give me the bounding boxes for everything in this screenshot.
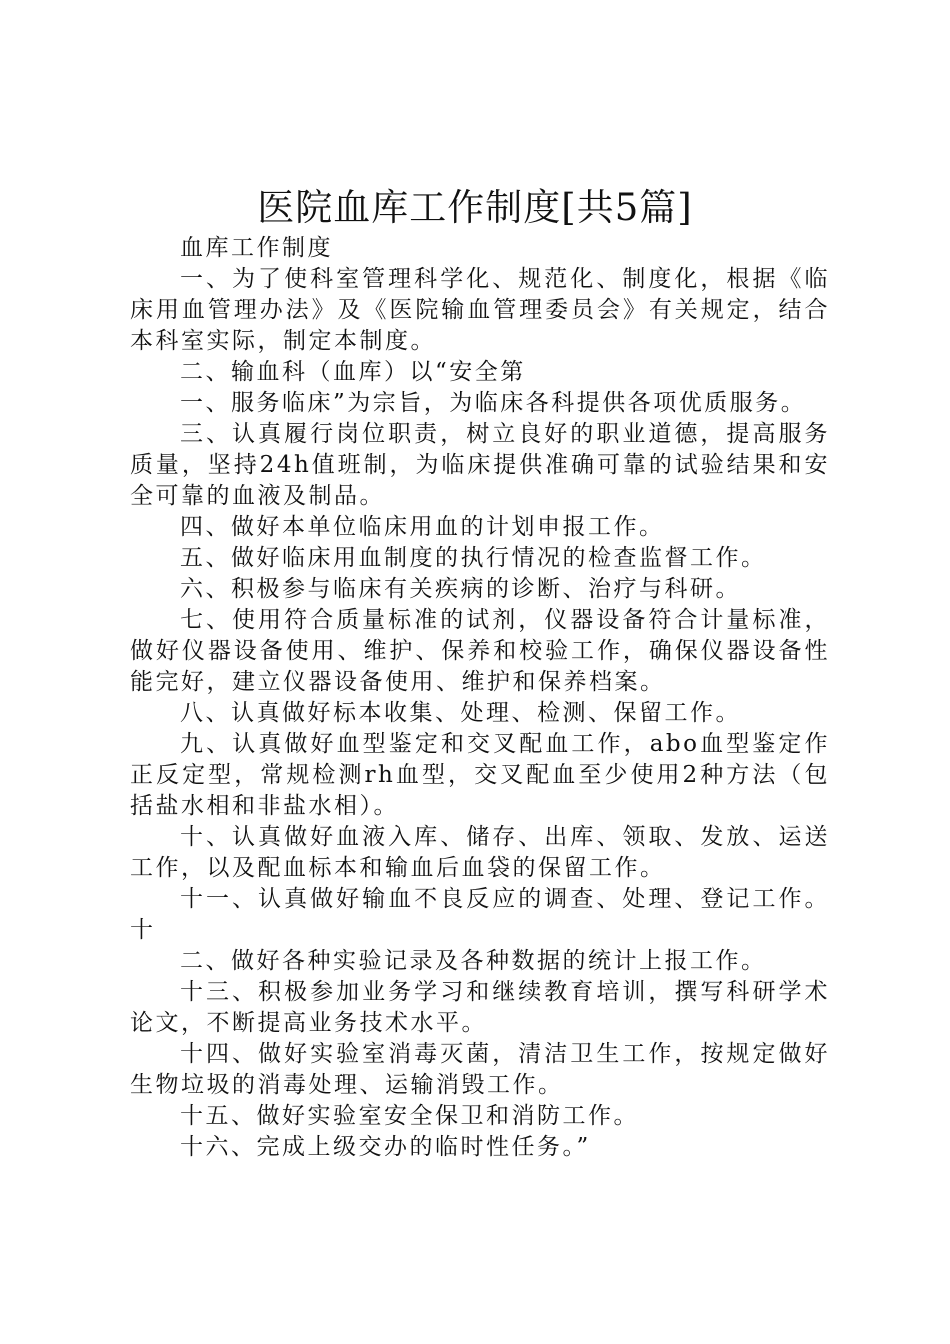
paragraph: 十、认真做好血液入库、储存、出库、领取、发放、运送工作，以及配血标本和输血后血袋的保留工作。	[130, 824, 830, 881]
paragraph: 十一、认真做好输血不良反应的调查、处理、登记工作。十	[130, 886, 830, 943]
paragraph: 九、认真做好血型鉴定和交叉配血工作，abo血型鉴定作正反定型，常规检测rh血型，交叉配血至少使用2种方法（包括盐水相和非盐水相）。	[130, 731, 830, 819]
paragraph: 十四、做好实验室消毒灭菌，清洁卫生工作，按规定做好生物垃圾的消毒处理、运输消毁工作。	[130, 1041, 830, 1098]
paragraph: 一、服务临床”为宗旨，为临床各科提供各项优质服务。	[180, 390, 807, 416]
paragraph: 十三、积极参加业务学习和继续教育培训，撰写科研学术论文，不断提高业务技术水平。	[130, 979, 830, 1036]
document-title: 医院血库工作制度[共5篇]	[257, 186, 693, 229]
paragraph: 八、认真做好标本收集、处理、检测、保留工作。	[180, 700, 741, 726]
paragraph: 二、输血科（血库）以“安全第	[180, 359, 526, 385]
paragraph-heading: 血库工作制度	[180, 235, 333, 261]
paragraph: 七、使用符合质量标准的试剂，仪器设备符合计量标准，做好仪器设备使用、维护、保养和校验工作，确保仪器设备性能完好，建立仪器设备使用、维护和保养档案。	[130, 607, 830, 695]
paragraph: 四、做好本单位临床用血的计划申报工作。	[180, 514, 665, 540]
paragraph: 三、认真履行岗位职责，树立良好的职业道德，提高服务质量，坚持24h值班制，为临床提供准确可靠的试验结果和安全可靠的血液及制品。	[130, 421, 830, 509]
paragraph: 十六、完成上级交办的临时性任务。”	[180, 1134, 591, 1160]
document-body	[130, 233, 830, 1163]
paragraph: 十五、做好实验室安全保卫和消防工作。	[180, 1103, 639, 1129]
paragraph: 六、积极参与临床有关疾病的诊断、治疗与科研。	[180, 576, 741, 602]
paragraph: 二、做好各种实验记录及各种数据的统计上报工作。	[180, 948, 767, 974]
paragraph: 一、为了使科室管理科学化、规范化、制度化，根据《临床用血管理办法》及《医院输血管理委员会》有关规定，结合本科室实际，制定本制度。	[130, 266, 830, 354]
paragraph: 五、做好临床用血制度的执行情况的检查监督工作。	[180, 545, 767, 571]
